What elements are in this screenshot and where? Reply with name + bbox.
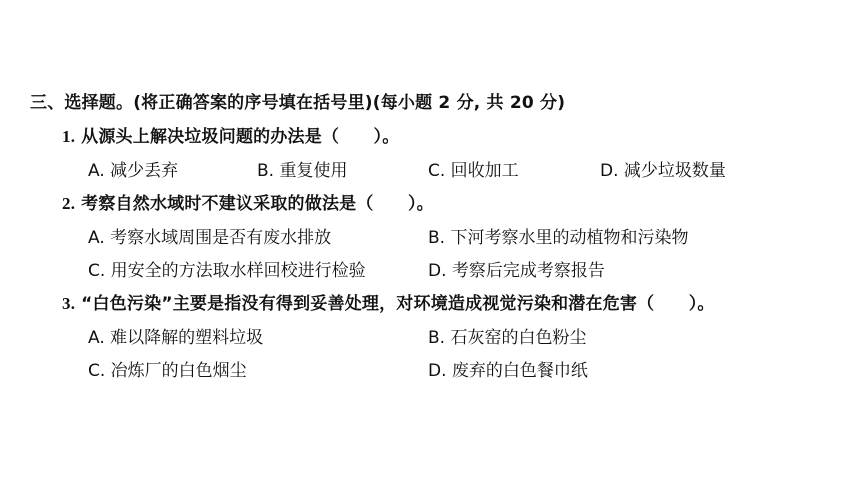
question-1-option-a: A. 减少丢弃 xyxy=(88,161,179,181)
question-2-number: 2. xyxy=(62,194,76,213)
question-1-option-b: B. 重复使用 xyxy=(257,161,348,181)
question-3-option-c: C. 冶炼厂的白色烟尘 xyxy=(88,361,247,381)
question-1 xyxy=(62,126,399,148)
question-3 xyxy=(62,293,715,315)
question-3-text: “白色污染”主要是指没有得到妥善处理，对环境造成视觉污染和潜在危害（ ）。 xyxy=(81,294,715,314)
question-3-option-a: A. 难以降解的塑料垃圾 xyxy=(88,328,264,348)
question-1-option-d: D. 减少垃圾数量 xyxy=(600,161,726,181)
question-3-number: 3. xyxy=(62,294,76,313)
question-2-option-a: A. 考察水域周围是否有废水排放 xyxy=(88,228,332,248)
question-2-option-c: C. 用安全的方法取水样回校进行检验 xyxy=(88,261,366,281)
question-3-option-b: B. 石灰窑的白色粉尘 xyxy=(428,328,587,348)
question-3-option-d: D. 废弃的白色餐巾纸 xyxy=(428,361,588,381)
question-1-option-c: C. 回收加工 xyxy=(428,161,519,181)
question-2-option-b: B. 下河考察水里的动植物和污染物 xyxy=(428,228,689,248)
section-title: 三、选择题。(将正确答案的序号填在括号里)(每小题 2 分, 共 20 分) xyxy=(30,93,566,113)
question-2 xyxy=(62,193,434,215)
question-2-text: 考察自然水域时不建议采取的做法是（ ）。 xyxy=(81,194,434,214)
question-1-text: 从源头上解决垃圾问题的办法是（ ）。 xyxy=(81,127,400,147)
question-1-number: 1. xyxy=(62,127,76,146)
question-2-option-d: D. 考察后完成考察报告 xyxy=(428,261,605,281)
